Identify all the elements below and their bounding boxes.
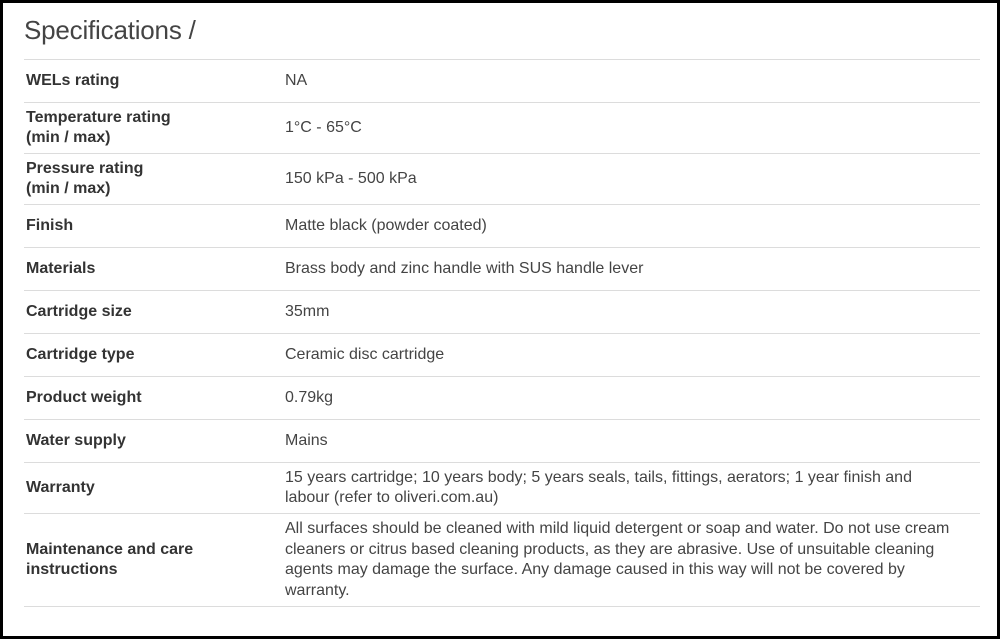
spec-label-maintenance: Maintenance and care instructions <box>26 541 194 578</box>
spec-value-wels-rating: NA <box>285 71 308 89</box>
spec-value-finish: Matte black (powder coated) <box>285 216 487 234</box>
spec-label-finish: Finish <box>26 217 74 234</box>
table-row <box>24 514 980 607</box>
spec-value-cartridge-size: 35mm <box>285 302 330 320</box>
table-row <box>24 103 980 154</box>
table-row <box>24 463 980 514</box>
spec-label-materials: Materials <box>26 260 96 277</box>
table-row <box>24 154 980 205</box>
table-row <box>24 60 980 103</box>
table-row <box>24 420 980 463</box>
spec-label-water-supply: Water supply <box>26 432 126 449</box>
table-row <box>24 248 980 291</box>
spec-label-warranty: Warranty <box>26 479 95 496</box>
specifications-table <box>24 59 980 607</box>
spec-label-product-weight: Product weight <box>26 389 142 406</box>
spec-label-pressure-rating: Pressure rating (min / max) <box>26 160 144 197</box>
spec-label-cartridge-type: Cartridge type <box>26 346 135 363</box>
spec-value-materials: Brass body and zinc handle with SUS handle lever <box>285 259 644 277</box>
spec-value-warranty: 15 years cartridge; 10 years body; 5 years seals, tails, fittings, aerators; 1 year finish and labour (refer to oliveri.com.au) <box>285 468 912 506</box>
spec-label-temperature-rating: Temperature rating (min / max) <box>26 109 171 146</box>
spec-value-maintenance: All surfaces should be cleaned with mild liquid detergent or soap and water. Do not use cream cleaners or citrus based cleaning products, as they are abrasive. Use of unsuitable cleaning agents may damage the surface. Any damage caused in this way will not be covered by warranty. <box>285 520 950 599</box>
table-row <box>24 291 980 334</box>
spec-value-water-supply: Mains <box>285 431 328 449</box>
spec-label-wels-rating: WELs rating <box>26 72 120 89</box>
spec-value-cartridge-type: Ceramic disc cartridge <box>285 345 445 363</box>
spec-value-product-weight: 0.79kg <box>285 388 334 406</box>
spec-value-temperature-rating: 1°C - 65°C <box>285 118 362 136</box>
spec-label-cartridge-size: Cartridge size <box>26 303 132 320</box>
table-row <box>24 205 980 248</box>
page-title: Specifications / <box>24 15 196 45</box>
table-row <box>24 334 980 377</box>
spec-value-pressure-rating: 150 kPa - 500 kPa <box>285 169 417 187</box>
table-row <box>24 377 980 420</box>
